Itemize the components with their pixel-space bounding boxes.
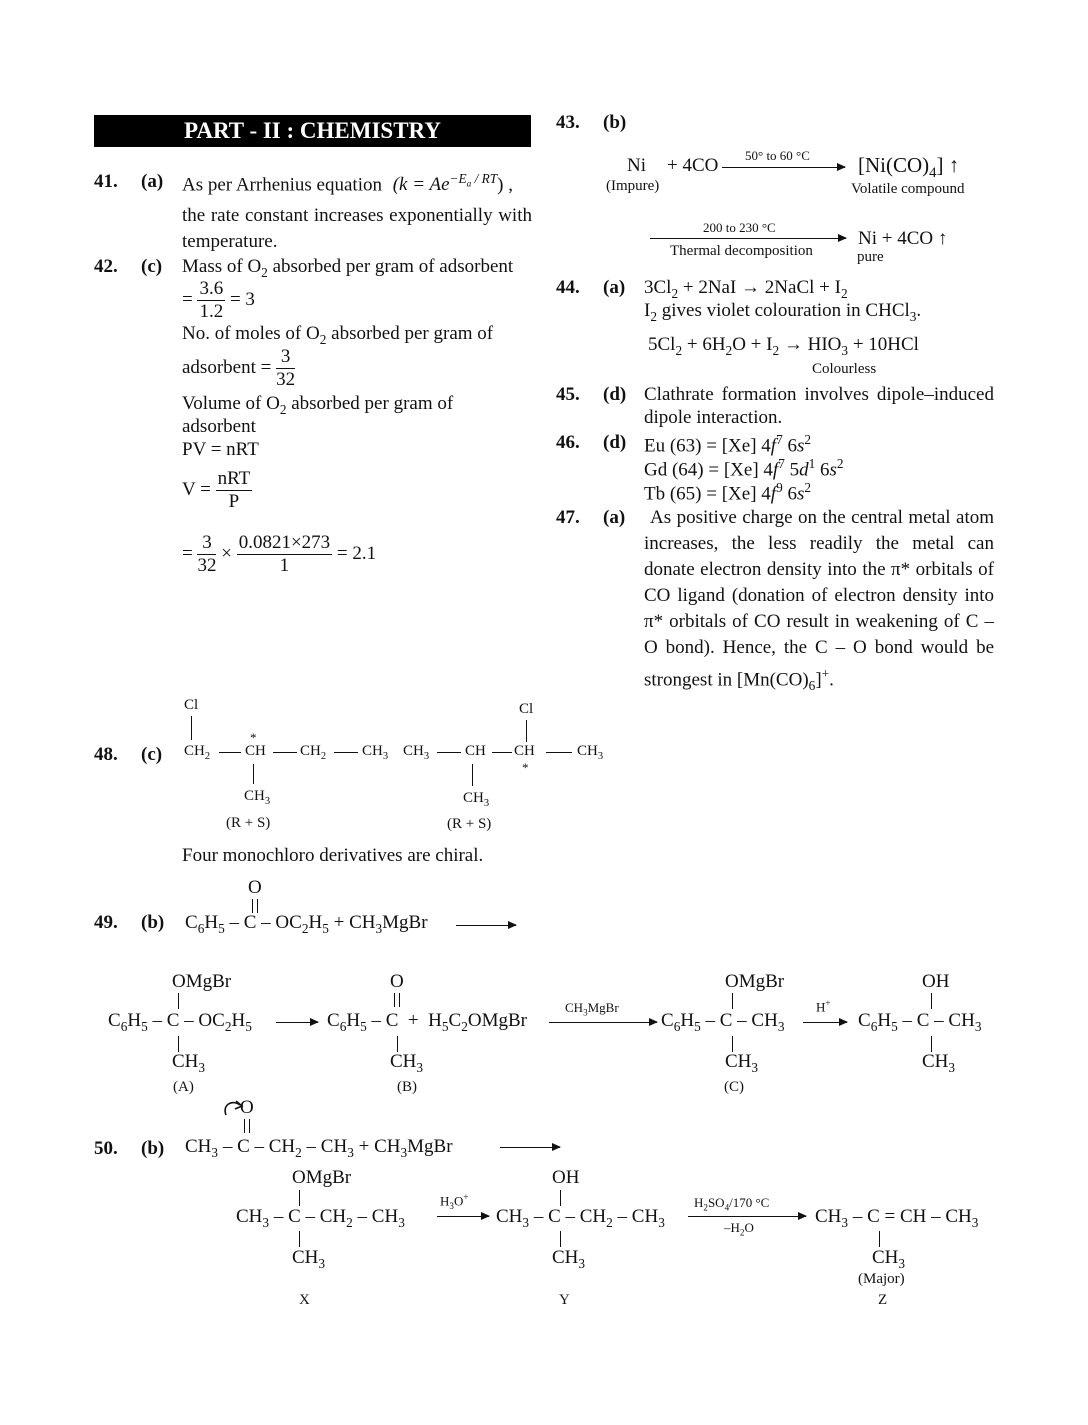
intermediate-c: $C_6H_5$ – C – $CH_3$ xyxy=(661,1010,785,1034)
chiral-star: * xyxy=(250,730,257,745)
label: (B) xyxy=(397,1079,417,1095)
bond xyxy=(526,720,527,742)
bond xyxy=(253,764,254,784)
equation: $3Cl_2 + 2NaI$ → 2NaCl + $I_2$ xyxy=(644,277,848,301)
bond xyxy=(273,752,297,753)
atom: $CH_3$ xyxy=(872,1247,906,1271)
atom: O xyxy=(240,1097,254,1118)
answer-option: (b) xyxy=(141,912,165,933)
reaction-arrow xyxy=(803,1022,847,1023)
label: Z xyxy=(878,1292,888,1308)
q41-explanation: the rate constant increases exponentially with temperature. xyxy=(182,205,532,252)
config-tb: Tb (65) = [Xe] $4f^9$ $6s^2$ xyxy=(644,480,812,505)
bond xyxy=(334,752,358,753)
q42-fraction-2: adsorbent = $\frac{3}{32}$ xyxy=(182,346,296,390)
reaction-arrow xyxy=(722,167,845,168)
product: $C_6H_5$ – C – $CH_3$ xyxy=(858,1010,982,1034)
atom: O xyxy=(390,971,404,992)
label: Y xyxy=(559,1292,570,1308)
atom: $CH_3$ xyxy=(172,1051,206,1075)
bond xyxy=(931,1036,932,1052)
bond xyxy=(732,1036,733,1052)
bond xyxy=(437,752,461,753)
chain: CH xyxy=(514,743,535,759)
q42-fraction-3: V = $\frac{\text{nRT}}{P}$ xyxy=(182,468,251,512)
question-number: 48. xyxy=(94,744,118,765)
reaction-arrow xyxy=(650,238,846,239)
reactant: Ni xyxy=(627,155,646,176)
condition: $CH_3MgBr$ xyxy=(565,1000,619,1018)
label: (R + S) xyxy=(226,815,271,831)
q42-line: PV = nRT xyxy=(182,439,259,460)
label: Volatile compound xyxy=(851,181,965,197)
answer-option: (a) xyxy=(603,507,626,528)
section-banner: PART - II : CHEMISTRY xyxy=(94,115,531,147)
chain: $CH_3$ xyxy=(463,790,490,809)
atom: $CH_3$ xyxy=(292,1247,326,1271)
condition: $-H_2O$ xyxy=(724,1220,754,1238)
double-bond xyxy=(394,993,400,1007)
label: (Impure) xyxy=(606,178,660,194)
bond xyxy=(472,764,473,786)
atom: $CH_3$ xyxy=(552,1247,586,1271)
bond xyxy=(732,993,733,1009)
q42-fraction-4: = $\frac{3}{32}$ × $\frac{0.0821\times 273}{1}$ = 2.1 xyxy=(182,532,377,576)
equation: $CH_3$ – C – $CH_2 - CH_3$ + $CH_3MgBr$ xyxy=(185,1136,453,1160)
equation: $C_6H_5$ – C – $OC_2H_5$ + $CH_3MgBr$ xyxy=(185,912,428,936)
atom: OMgBr xyxy=(725,971,785,992)
bond xyxy=(299,1190,300,1206)
question-number: 42. xyxy=(94,256,118,277)
product: Ni + 4CO ↑ xyxy=(858,228,948,249)
question-number: 44. xyxy=(556,277,580,298)
answer-option: (c) xyxy=(141,256,163,277)
intermediate-x: $CH_3$ – C – $CH_2 - CH_3$ xyxy=(236,1206,405,1230)
chain: $CH_2$ xyxy=(184,743,211,762)
q42-line: Mass of $O_2$ absorbed per gram of adsorbent xyxy=(182,256,514,280)
label: (R + S) xyxy=(447,816,492,832)
bond xyxy=(931,993,932,1009)
question-number: 45. xyxy=(556,384,580,405)
intermediate-y: $CH_3$ – C – $CH_2 - CH_3$ xyxy=(496,1206,665,1230)
product-z: $CH_3$ – C = CH – $CH_3$ xyxy=(815,1206,979,1230)
reaction-arrow xyxy=(456,925,516,926)
atom: OMgBr xyxy=(172,971,232,992)
reactant: + 4CO xyxy=(667,155,719,176)
question-number: 46. xyxy=(556,432,580,453)
q48-note: Four monochloro derivatives are chiral. xyxy=(182,845,484,866)
question-number: 50. xyxy=(94,1138,118,1159)
bond xyxy=(560,1190,561,1206)
bond xyxy=(299,1231,300,1247)
atom: OMgBr xyxy=(292,1167,352,1188)
bond xyxy=(546,752,572,753)
atom: $CH_3$ xyxy=(922,1051,956,1075)
chain: $CH_3$ xyxy=(403,743,430,762)
chiral-star: * xyxy=(522,760,529,775)
q42-fraction-1: = $\frac{3.6}{1.2}$ = 3 xyxy=(182,278,255,322)
config-eu: Eu (63) = [Xe] $4f^7$ $6s^2$ xyxy=(644,432,812,457)
bond xyxy=(492,752,512,753)
question-number: 41. xyxy=(94,171,118,192)
q44-text: $I_2$ gives violet colouration in CHCl$_3$. xyxy=(644,300,922,324)
config-gd: Gd (64) = [Xe] $4f^7$ $5d^1$ $6s^2$ xyxy=(644,456,844,481)
intermediate-a: $C_6H_5$ – C – $OC_2H_5$ xyxy=(108,1010,252,1034)
bond xyxy=(219,752,241,753)
label: (A) xyxy=(173,1079,194,1095)
bond xyxy=(178,1036,179,1052)
chain: CH xyxy=(245,743,266,759)
q42-line: adsorbent xyxy=(182,416,256,437)
atom: OH xyxy=(922,971,950,992)
atom: O xyxy=(248,877,262,898)
q45-text: Clathrate formation involves dipole–induced dipole interaction. xyxy=(644,384,994,428)
bond xyxy=(560,1231,561,1247)
q47-text: As positive charge on the central metal atom increases, the less readily the metal can donate electron density into the π* orbitals of CO ligand (donation of electron density into π* orbitals of CO result in weakening of C – O bond). Hence, the C – O bond would be strongest in $[Mn(CO)_6]^+$. xyxy=(644,507,994,694)
reaction-arrow xyxy=(276,1022,318,1023)
condition: 50° to 60 °C xyxy=(745,148,810,163)
condition: Thermal decomposition xyxy=(670,243,813,259)
label: pure xyxy=(857,249,884,265)
atom: Cl xyxy=(184,697,199,713)
answer-option: (c) xyxy=(141,744,163,765)
atom: $CH_3$ xyxy=(390,1051,424,1075)
answer-option: (d) xyxy=(603,432,627,453)
chain: $CH_3$ xyxy=(244,788,271,807)
answer-option: (a) xyxy=(141,171,164,192)
chain: $CH_3$ xyxy=(362,743,389,762)
chain: $CH_2$ xyxy=(300,743,327,762)
condition: 200 to 230 °C xyxy=(703,220,776,235)
reaction-arrow xyxy=(437,1216,489,1217)
label: (Major) xyxy=(858,1271,905,1287)
condition: H+ xyxy=(816,998,831,1015)
intermediate-b: $C_6H_5$ – $C + H_5C_2OMgBr$ xyxy=(327,1010,527,1034)
answer-option: (b) xyxy=(141,1138,165,1159)
label: (C) xyxy=(724,1079,744,1095)
bond xyxy=(397,1036,398,1052)
atom: $CH_3$ xyxy=(725,1051,759,1075)
reaction-arrow xyxy=(500,1147,560,1148)
bond xyxy=(191,716,192,740)
bond xyxy=(879,1231,880,1247)
condition: $H_2SO_4/170$ °C xyxy=(694,1195,770,1213)
question-number: 43. xyxy=(556,112,580,133)
label: Colourless xyxy=(812,361,877,377)
answer-option: (d) xyxy=(603,384,627,405)
atom: Cl xyxy=(519,701,534,717)
reaction-arrow xyxy=(688,1216,806,1217)
question-number: 47. xyxy=(556,507,580,528)
chain: CH xyxy=(465,743,486,759)
double-bond xyxy=(252,899,258,913)
q41-text: As per Arrhenius equation $(k = Ae^{-E_a / RT})$ , xyxy=(182,171,513,196)
answer-option: (a) xyxy=(603,277,626,298)
double-bond xyxy=(244,1119,250,1133)
answer-option: (b) xyxy=(603,112,627,133)
product: $[Ni(CO)_4]$ ↑ xyxy=(858,153,960,182)
reaction-arrow xyxy=(549,1022,657,1023)
q42-line: No. of moles of $O_2$ absorbed per gram of xyxy=(182,323,494,347)
condition: $H_3O^+$ xyxy=(440,1192,469,1211)
q42-line: Volume of $O_2$ absorbed per gram of xyxy=(182,393,454,417)
bond xyxy=(178,993,179,1009)
atom: OH xyxy=(552,1167,580,1188)
equation: $5Cl_2 + 6H_2O + I_2 \to HIO_3 + 10HCl$ xyxy=(648,334,919,358)
question-number: 49. xyxy=(94,912,118,933)
label: X xyxy=(299,1292,310,1308)
chain: $CH_3$ xyxy=(577,743,604,762)
